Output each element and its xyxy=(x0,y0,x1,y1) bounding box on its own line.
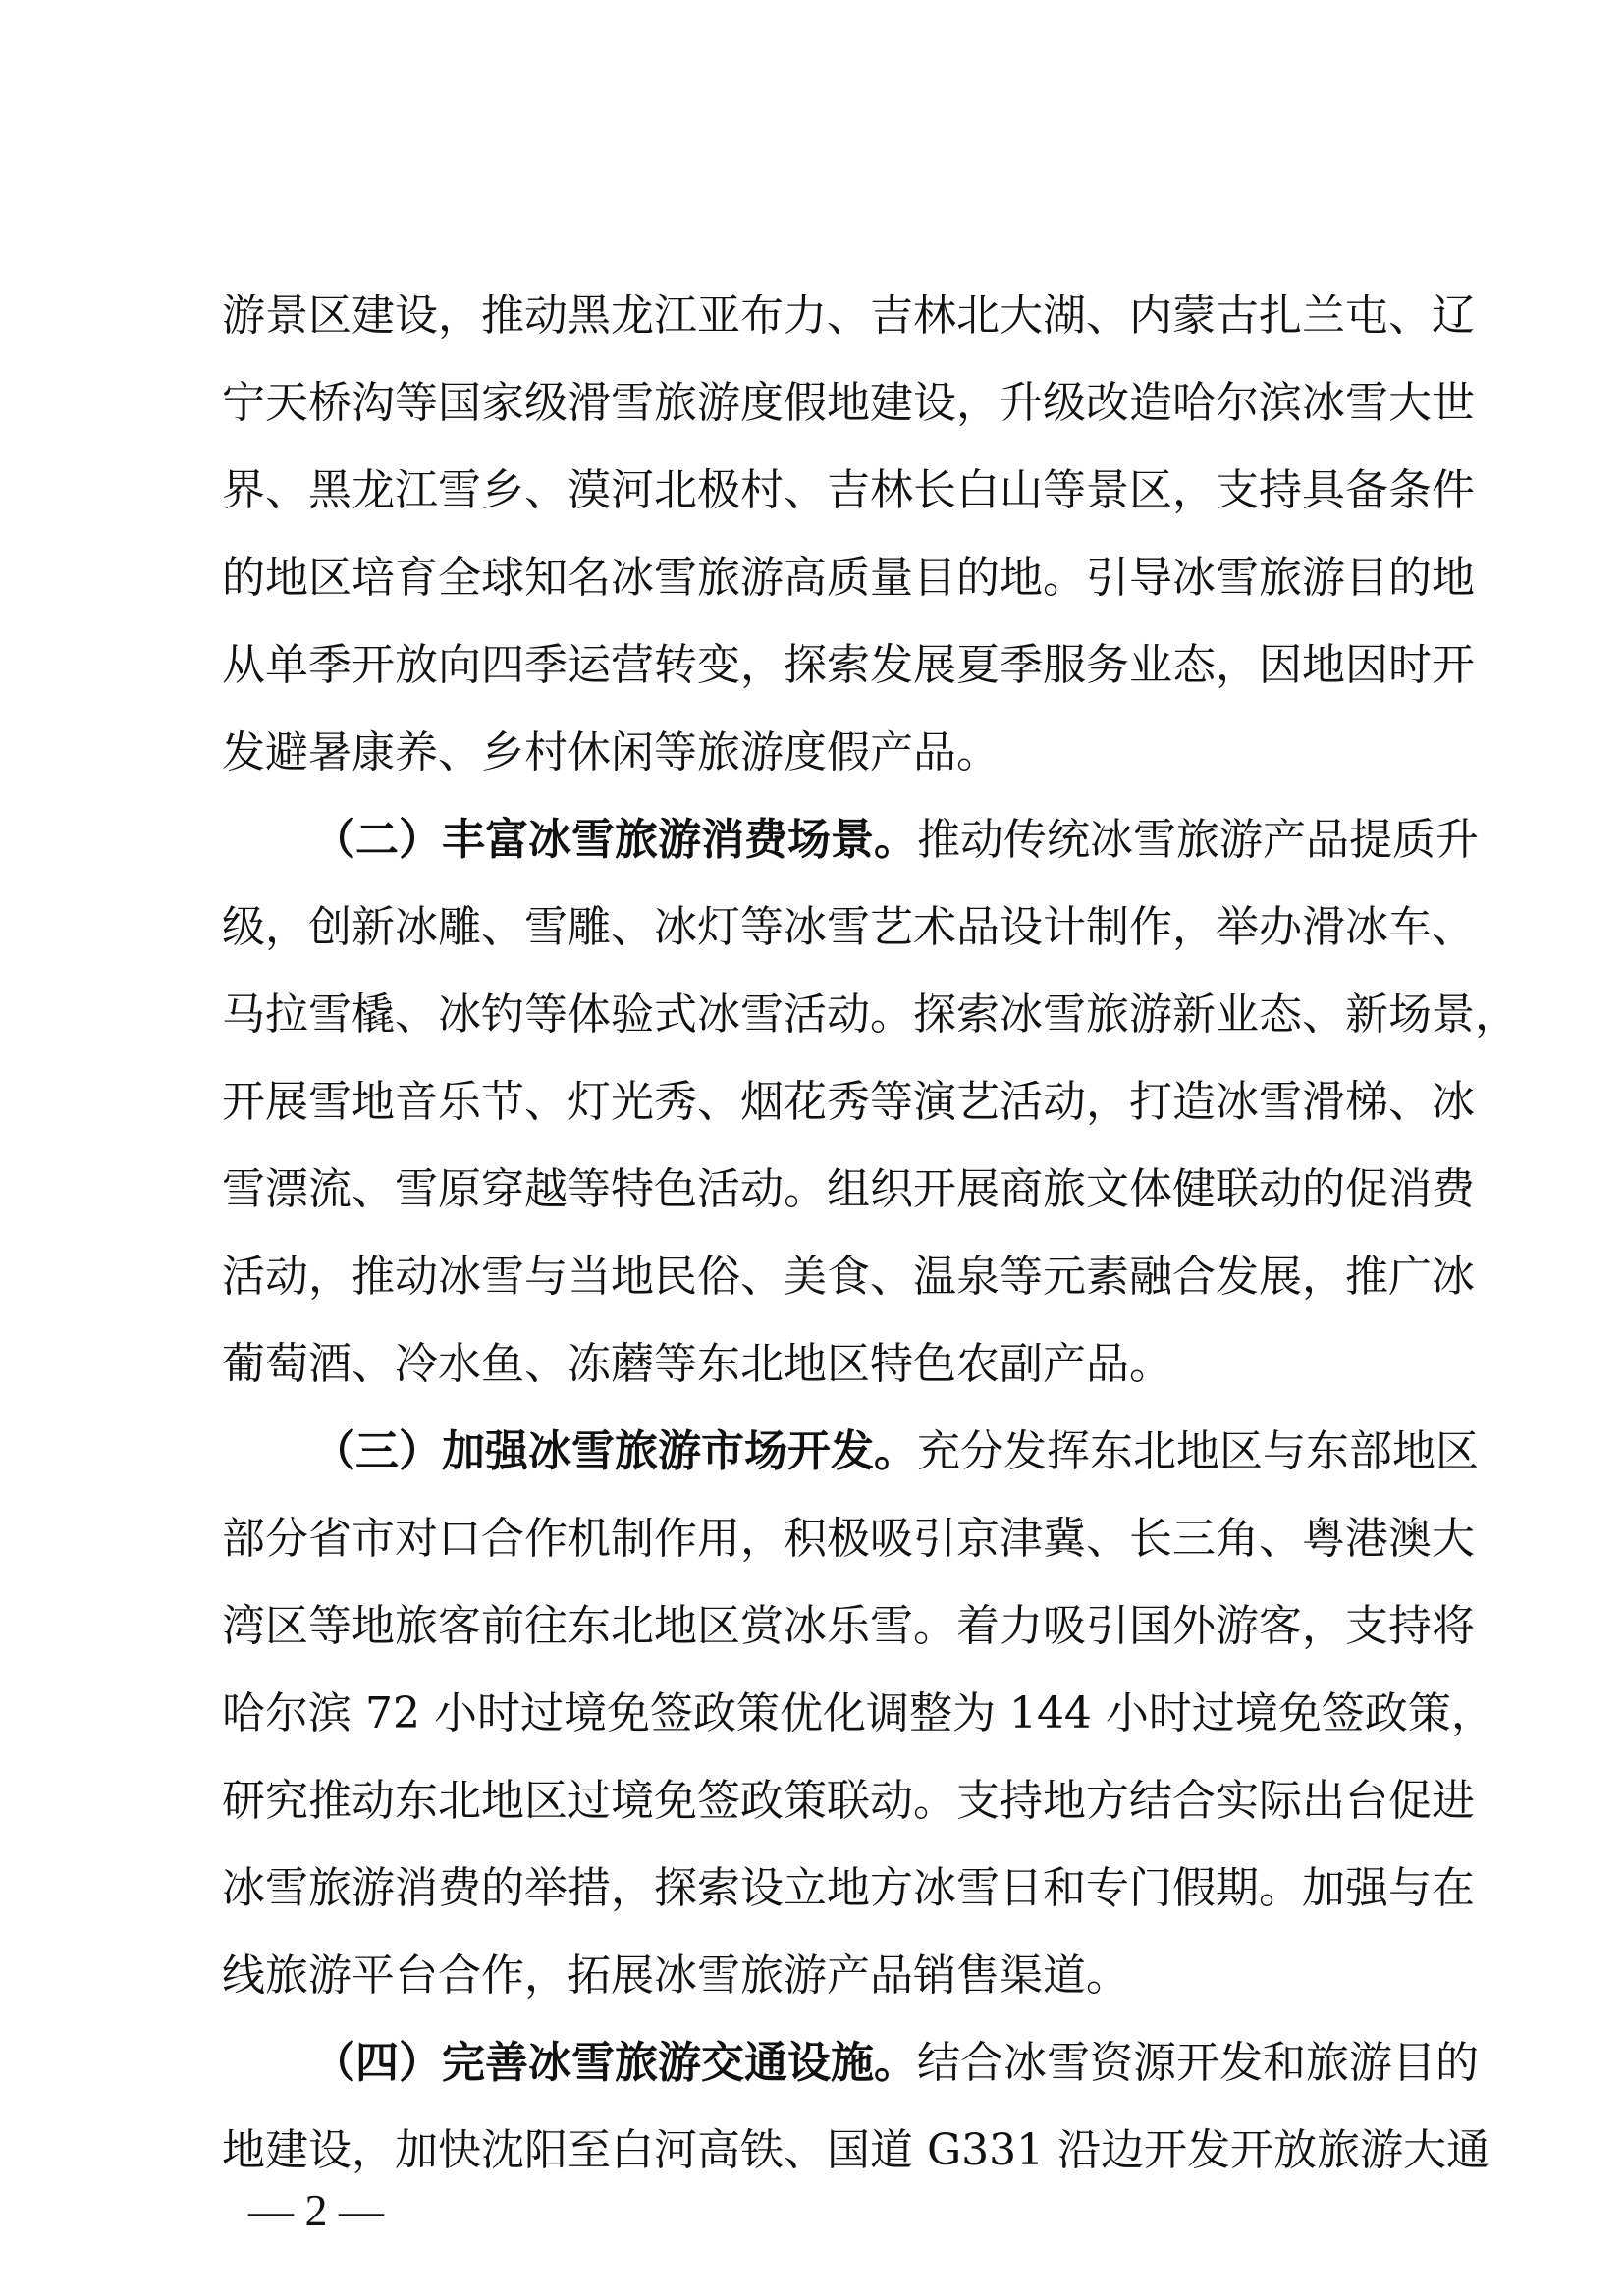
body-line-19: 冰雪旅游消费的举措，探索设立地方冰雪日和专门假期。加强与在 xyxy=(222,1863,1475,1913)
body-line-6: 发避暑康养、乡村休闲等旅游度假产品。 xyxy=(222,727,1000,777)
section-four-heading: （四）完善冰雪旅游交通设施。 xyxy=(312,2038,917,2088)
body-line-9: 马拉雪橇、冰钓等体验式冰雪活动。探索冰雪旅游新业态、新场景， xyxy=(222,989,1518,1040)
body-line-17: 哈尔滨 72 小时过境免签政策优化调整为 144 小时过境免签政策， xyxy=(222,1688,1494,1738)
section-three-heading: （三）加强冰雪旅游市场开发。 xyxy=(312,1426,917,1476)
page-number: — 2 — xyxy=(248,2185,384,2235)
body-line-20: 线旅游平台合作，拓展冰雪旅游产品销售渠道。 xyxy=(222,1950,1129,2001)
body-line-12: 活动，推动冰雪与当地民俗、美食、温泉等元素融合发展，推广冰 xyxy=(222,1252,1475,1302)
body-line-1: 游景区建设，推动黑龙江亚布力、吉林北大湖、内蒙古扎兰屯、辽 xyxy=(222,291,1475,341)
section-three-line-1: （三）加强冰雪旅游市场开发。充分发挥东北地区与东部地区 xyxy=(312,1426,1479,1476)
body-line-3: 界、黑龙江雪乡、漠河北极村、吉林长白山等景区，支持具备条件 xyxy=(222,465,1475,515)
body-line-5: 从单季开放向四季运营转变，探索发展夏季服务业态，因地因时开 xyxy=(222,640,1475,690)
body-line-16: 湾区等地旅客前往东北地区赏冰乐雪。着力吸引国外游客，支持将 xyxy=(222,1601,1475,1651)
body-line-15: 部分省市对口合作机制作用，积极吸引京津冀、长三角、粤港澳大 xyxy=(222,1514,1475,1564)
section-four-line-1: （四）完善冰雪旅游交通设施。结合冰雪资源开发和旅游目的 xyxy=(312,2038,1479,2088)
body-line-2: 宁天桥沟等国家级滑雪旅游度假地建设，升级改造哈尔滨冰雪大世 xyxy=(222,378,1475,428)
body-line-18: 研究推动东北地区过境免签政策联动。支持地方结合实际出台促进 xyxy=(222,1776,1475,1826)
body-line-8: 级，创新冰雕、雪雕、冰灯等冰雪艺术品设计制作，举办滑冰车、 xyxy=(222,902,1475,952)
section-two-line-1: （二）丰富冰雪旅游消费场景。推动传统冰雪旅游产品提质升 xyxy=(312,815,1479,865)
section-two-heading: （二）丰富冰雪旅游消费场景。 xyxy=(312,815,917,865)
body-line-4: 的地区培育全球知名冰雪旅游高质量目的地。引导冰雪旅游目的地 xyxy=(222,553,1475,603)
body-line-22: 地建设，加快沈阳至白河高铁、国道 G331 沿边开发开放旅游大通 xyxy=(222,2125,1490,2175)
body-line-11: 雪漂流、雪原穿越等特色活动。组织开展商旅文体健联动的促消费 xyxy=(222,1164,1475,1214)
body-line-13: 葡萄酒、冷水鱼、冻蘑等东北地区特色农副产品。 xyxy=(222,1339,1172,1389)
body-line-10: 开展雪地音乐节、灯光秀、烟花秀等演艺活动，打造冰雪滑梯、冰 xyxy=(222,1077,1475,1127)
